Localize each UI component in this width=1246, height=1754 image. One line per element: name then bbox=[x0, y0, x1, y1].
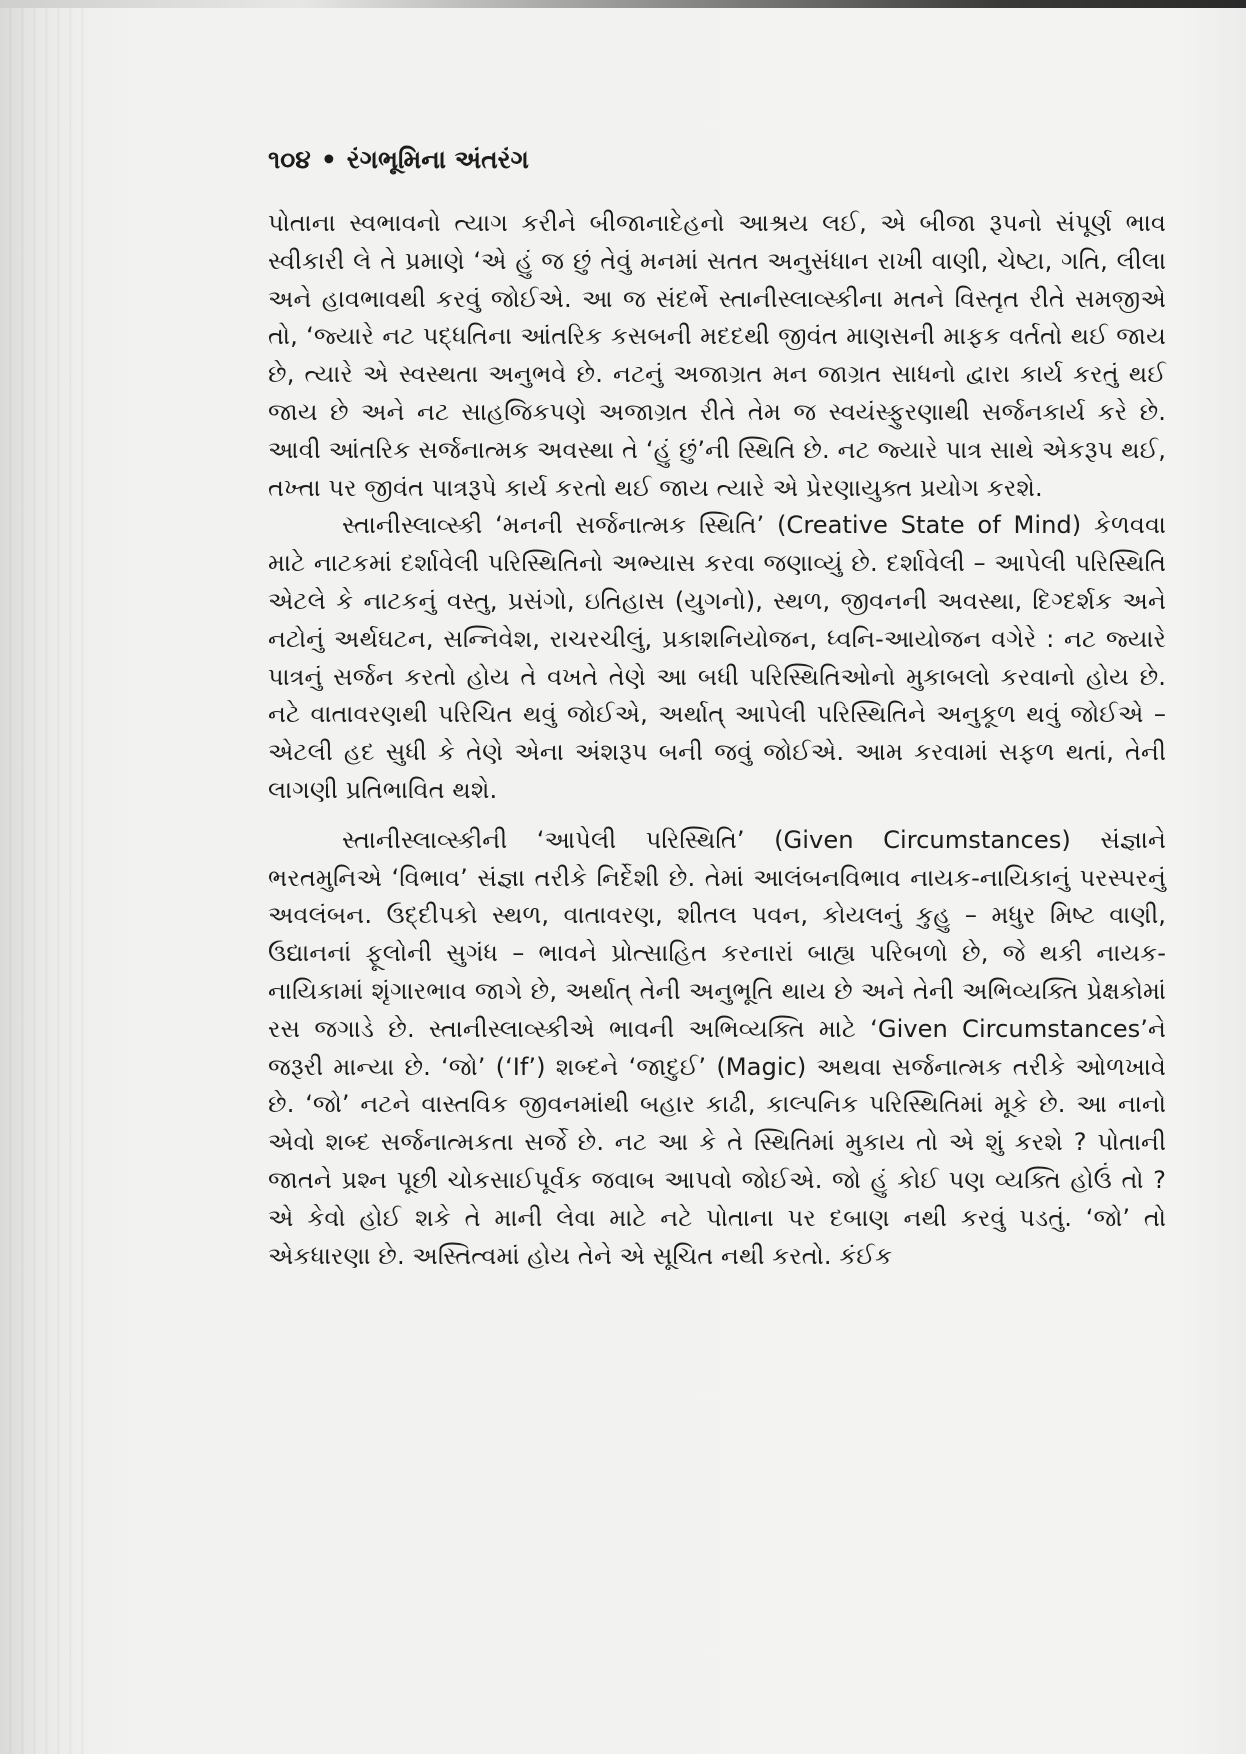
page-edge-shadow bbox=[0, 0, 90, 1754]
paragraph-3: સ્તાનીસ્લાવ્સ્કીની ‘આપેલી પરિસ્થિતિ’ (Given Circumstances) સંજ્ઞાને ભરતમુનિએ ‘વિભાવ’ સંજ્ઞા તરીકે નિર્દેશી છે. તેમાં આલંબનવિભાવ નાયક-નાયિકાનું પરસ્પરનું અવલંબન. ઉદ્દીપકો સ્થળ, વાતાવરણ, શીતલ પવન, કોયલનું કુહુ – મધુર મિષ્ટ વાણી, ઉદ્યાનનાં ફૂલોની સુગંધ – ભાવને પ્રોત્સાહિત કરનારાં બાહ્ય પરિબળો છે, જે થકી નાયક-નાયિકામાં શૃંગારભાવ જાગે છે, અર્થાત્ તેની અનુભૂતિ થાય છે અને તેની અભિવ્યક્તિ પ્રેક્ષકોમાં રસ જગાડે છે. સ્તાનીસ્લાવ્સ્કીએ ભાવની અભિવ્યક્તિ માટે ‘Given Circumstances’ને જરૂરી માન્યા છે. ‘જો’ (‘If’) શબ્દને ‘જાદુઈ’ (Magic) અથવા સર્જનાત્મક તરીકે ઓળખાવે છે. ‘જો’ નટને વાસ્તવિક જીવનમાંથી બહાર કાઢી, કાલ્પનિક પરિસ્થિતિમાં મૂકે છે. આ નાનો એવો શબ્દ સર્જનાત્મકતા સર્જે છે. નટ આ કે તે સ્થિતિમાં મુકાય તો એ શું કરશે ? પોતાની જાતને પ્રશ્ન પૂછી ચોકસાઈપૂર્વક જવાબ આપવો જોઈએ. જો હું કોઈ પણ વ્યક્તિ હોઉં તો ? એ કેવો હોઈ શકે તે માની લેવા માટે નટે પોતાના પર દબાણ નથી કરવું પડતું. ‘જો’ તો એકધારણા છે. અસ્તિત્વમાં હોય તેને એ સૂચિત નથી કરતો. કંઈક bbox=[268, 825, 1166, 1270]
book-title: રંગભૂમિના અંતરંગ bbox=[346, 145, 529, 174]
page-body bbox=[268, 140, 1166, 1275]
running-head bbox=[268, 140, 1166, 180]
page-number: ૧૦૪ bbox=[268, 145, 311, 174]
header-separator: • bbox=[320, 145, 337, 174]
paragraph-2: સ્તાનીસ્લાવ્સ્કી ‘મનની સર્જનાત્મક સ્થિતિ’ (Creative State of Mind) કેળવવા માટે નાટકમાં દર્શાવેલી પરિસ્થિતિનો અભ્યાસ કરવા જણાવ્યું છે. દર્શાવેલી – આપેલી પરિસ્થિતિ એટલે કે નાટકનું વસ્તુ, પ્રસંગો, ઇતિહાસ (યુગનો), સ્થળ, જીવનની અવસ્થા, દિગ્દર્શક અને નટોનું અર્થઘટન, સન્નિવેશ, રાચરચીલું, પ્રકાશનિયોજન, ધ્વનિ-આયોજન વગેરે : નટ જ્યારે પાત્રનું સર્જન કરતો હોય તે વખતે તેણે આ બધી પરિસ્થિતિઓનો મુકાબલો કરવાનો હોય છે. નટે વાતાવરણથી પરિચિત થવું જોઈએ, અર્થાત્ આપેલી પરિસ્થિતિને અનુકૂળ થવું જોઈએ – એટલી હદ સુધી કે તેણે એના અંશરૂપ બની જવું જોઈએ. આમ કરવામાં સફળ થતાં, તેની લાગણી પ્રતિભાવિત થશે. bbox=[268, 511, 1166, 804]
paragraph-1: પોતાના સ્વભાવનો ત્યાગ કરીને બીજાનાદેહનો આશ્રય લઈ, એ બીજા રૂપનો સંપૂર્ણ ભાવ સ્વીકારી લે તે પ્રમાણે ‘એ હું જ છું તેવું મનમાં સતત અનુસંધાન રાખી વાણી, ચેષ્ટા, ગતિ, લીલા અને હાવભાવથી કરવું જોઈએ. આ જ સંદર્ભે સ્તાનીસ્લાવ્સ્કીના મતને વિસ્તૃત રીતે સમજીએ તો, ‘જ્યારે નટ પદ્ધતિના આંતરિક કસબની મદદથી જીવંત માણસની માફક વર્તતો થઈ જાય છે, ત્યારે એ સ્વસ્થતા અનુભવે છે. નટનું અજાગ્રત મન જાગ્રત સાધનો દ્વારા કાર્ય કરતું થઈ જાય છે અને નટ સાહજિકપણે અજાગ્રત રીતે તેમ જ સ્વયંસ્ફુરણાથી સર્જનકાર્ય કરે છે. આવી આંતરિક સર્જનાત્મક અવસ્થા તે ‘હું છું’ની સ્થિતિ છે. નટ જ્યારે પાત્ર સાથે એકરૂપ થઈ, તખ્તા પર જીવંત પાત્રરૂપે કાર્ય કરતો થઈ જાય ત્યારે એ પ્રેરણાયુક્ત પ્રયોગ કરશે. bbox=[268, 209, 1166, 502]
scan-top-edge bbox=[0, 0, 1246, 8]
